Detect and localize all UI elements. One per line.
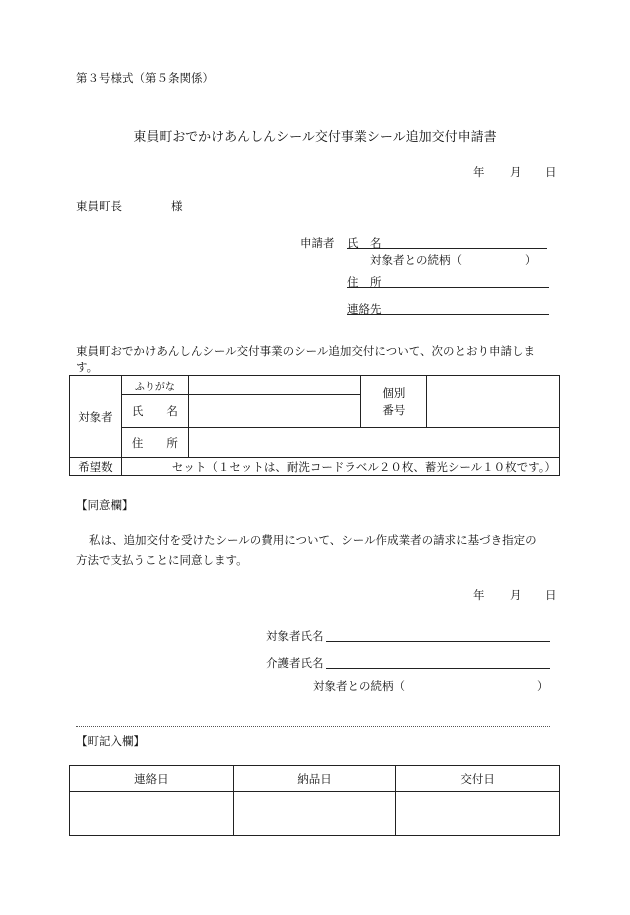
name-field[interactable] <box>188 395 361 428</box>
furigana-label: ふりがな <box>121 376 188 395</box>
section-divider <box>76 726 550 727</box>
id-number-field[interactable] <box>427 376 560 428</box>
target-name-label: 対象者氏名 <box>266 629 324 643</box>
town-table <box>69 765 560 836</box>
date-year: 年 <box>473 165 485 179</box>
furigana-field[interactable] <box>188 376 361 395</box>
applicant-name-label: 氏 名 <box>347 236 382 250</box>
contact-date-header: 連絡日 <box>70 766 234 792</box>
caregiver-name-field[interactable] <box>326 655 550 669</box>
applicant-label: 申請者 <box>300 236 335 250</box>
applicant-address-field[interactable] <box>347 274 549 288</box>
caregiver-name-label: 介護者氏名 <box>266 656 324 670</box>
addressee-name: 東員町長 <box>76 199 122 213</box>
id-label-line1: 個別 <box>382 385 406 400</box>
address-field[interactable] <box>188 428 559 458</box>
target-label: 対象者 <box>70 376 122 458</box>
page-title: 東員町おでかけあんしんシール交付事業シール追加交付申請書 <box>133 130 497 145</box>
consent-relation-close: ） <box>537 679 549 693</box>
date-month: 月 <box>510 165 522 179</box>
applicant-relation-label: 対象者との続柄（ <box>370 253 462 267</box>
consent-heading: 【同意欄】 <box>76 498 134 512</box>
target-table <box>69 375 560 476</box>
intro-text-line2: す。 <box>76 360 99 374</box>
consent-date-month: 月 <box>510 588 522 602</box>
applicant-name-field[interactable] <box>347 235 547 249</box>
applicant-contact-label: 連絡先 <box>347 302 382 316</box>
intro-text-line1: 東員町おでかけあんしんシール交付事業のシール追加交付について、次のとおり申請しま <box>76 344 535 358</box>
issue-date-field[interactable] <box>396 792 560 836</box>
contact-date-field[interactable] <box>70 792 234 836</box>
id-label-line2: 番号 <box>382 402 406 417</box>
quantity-text: セット（１セットは、耐洗コードラベル２０枚、蓄光シール１０枚です。） <box>171 459 556 474</box>
consent-date-day: 日 <box>545 588 557 602</box>
quantity-label: 希望数 <box>70 458 122 476</box>
consent-relation-label: 対象者との続柄（ <box>313 679 405 693</box>
name-label: 氏 名 <box>121 395 188 428</box>
applicant-address-label: 住 所 <box>347 275 382 289</box>
consent-text-line1: 私は、追加交付を受けたシールの費用について、シール作成業者の請求に基づき指定の <box>89 533 537 547</box>
form-number: 第３号様式（第５条関係） <box>76 71 214 85</box>
id-number-label <box>361 376 427 428</box>
consent-date-year: 年 <box>473 588 485 602</box>
addressee-honorific: 様 <box>171 199 183 213</box>
date-day: 日 <box>545 165 557 179</box>
delivery-date-header: 納品日 <box>233 766 396 792</box>
issue-date-header: 交付日 <box>396 766 560 792</box>
applicant-contact-field[interactable] <box>347 301 549 315</box>
address-label: 住 所 <box>121 428 188 458</box>
target-name-field[interactable] <box>326 628 550 642</box>
delivery-date-field[interactable] <box>233 792 396 836</box>
town-heading: 【町記入欄】 <box>76 734 145 748</box>
quantity-field[interactable] <box>121 458 559 476</box>
applicant-relation-close: ） <box>525 253 537 267</box>
consent-text-line2: 方法で支払うことに同意します。 <box>76 553 248 567</box>
